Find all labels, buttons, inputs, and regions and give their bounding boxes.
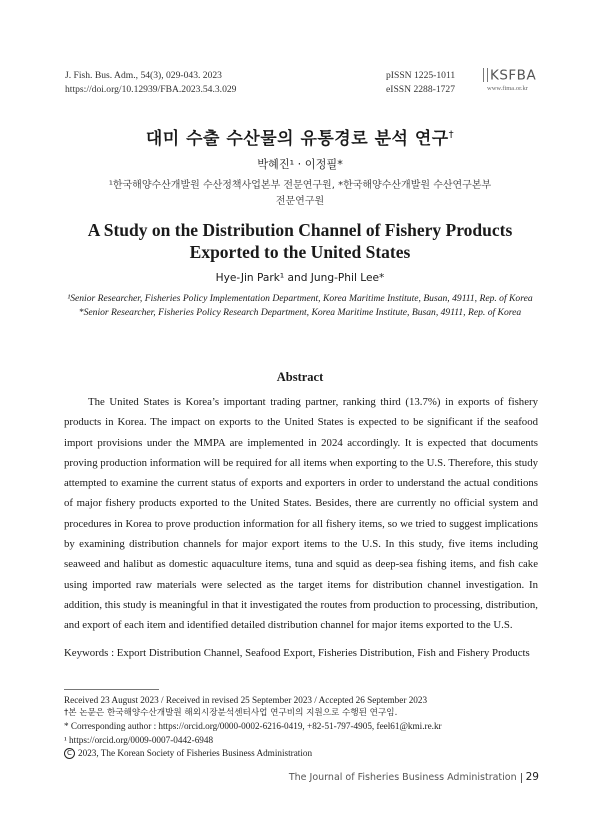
english-title: A Study on the Distribution Channel of Fishery Products Exported to the United States: [87, 220, 513, 262]
journal-citation: [65, 69, 236, 97]
orcid-first-author: ¹ https://orcid.org/0009-0007-0442-6948: [64, 734, 214, 745]
title-dagger: †: [448, 129, 455, 141]
english-authors: Hye-Jin Park¹ and Jung-Phil Lee*: [215, 272, 385, 284]
funding-note: †본 논문은 한국해양수산개발원 해외시장분석센터사업 연구비의 지원으로 수행된 연구임.: [64, 708, 398, 719]
copyright-text: 2023, The Korean Society of Fisheries Business Administration: [78, 747, 313, 758]
logo-url: www.fima.or.kr: [487, 85, 528, 92]
abstract-text: The United States is Korea’s important trading partner, ranking third (13.7%) in exports of fishery products in Korea. The impact on exports to the United States is expected to be significant if the seafood import provisions under the MMPA are implemented in 2024 accordingly. It is expected that documents proving production information will be required for all items when exporting to the U.S. Therefore, this study attempted to examine the current status of exports and exporters in order to understand the actual conditions of major fishery products exported to the United States. Besides, there are currently no official system and procedures in Korea to prove production information for all fishery items, so we tried to suggest implications by examining distribution channels for major export items to the U.S. In this study, five items including seaweed and halibut as domestic aquaculture items, tuna and squid as deep-sea fishing items, and fish cake using imported raw materials were selected as the target items for distribution channel investigation. In addition, this study is meaningful in that it investigated the routes from production to processing, distribution, and export of each item and identified detailed distribution channel for major items exported to the U.S.: [64, 396, 538, 632]
korean-affiliation-line2: 전문연구원: [275, 196, 325, 207]
logo-text: KSFBA: [490, 67, 537, 84]
doi-link[interactable]: https://doi.org/10.12939/FBA.2023.54.3.029: [65, 84, 237, 95]
korean-affiliation-line1: ¹한국해양수산개발원 수산정책사업본부 전문연구원, *한국해양수산개발원 수산연구본부: [108, 180, 492, 191]
keywords: Keywords : Export Distribution Channel, Seafood Export, Fisheries Distribution, Fish and Fishery Products: [64, 647, 530, 659]
footnotes: [64, 694, 540, 760]
english-affiliations: [62, 292, 538, 320]
copyright-icon: C: [64, 748, 75, 759]
korean-title-text: 대미 수출 수산물의 유통경로 분석 연구: [145, 129, 449, 149]
abstract-heading: Abstract: [276, 370, 324, 384]
logo-bars-icon: [483, 68, 488, 82]
eissn: eISSN 2288-1727: [386, 84, 456, 95]
page-number: 29: [525, 771, 539, 783]
footer-journal-name: The Journal of Fisheries Business Administration: [288, 772, 517, 783]
footer-separator: [521, 773, 522, 783]
ksfba-logo: [483, 66, 543, 92]
korean-authors: 박혜진¹ · 이정필*: [257, 158, 343, 171]
pissn: pISSN 1225-1011: [386, 70, 456, 81]
received-dates: Received 23 August 2023 / Received in revised 25 September 2023 / Accepted 26 September 2023: [64, 695, 428, 705]
page-footer: [289, 771, 539, 783]
korean-title: [60, 124, 540, 149]
footnote-divider: [64, 689, 159, 690]
issn-block: [386, 69, 455, 97]
english-affiliation-1: ¹Senior Researcher, Fisheries Policy Implementation Department, Korea Maritime Institute, Busan, 49111, Rep. of Korea: [67, 293, 533, 304]
english-affiliation-2: *Senior Researcher, Fisheries Policy Research Department, Korea Maritime Institute, Busan, 49111, Rep. of Korea: [78, 307, 522, 318]
corresponding-author: * Corresponding author : https://orcid.org/0000-0002-6216-0419, +82-51-797-4905, feel61@kmi.re.kr: [64, 721, 442, 732]
copyright-line: [64, 747, 540, 760]
korean-affiliations: [60, 178, 540, 210]
journal-line: J. Fish. Bus. Adm., 54(3), 029-043. 2023: [65, 70, 222, 81]
